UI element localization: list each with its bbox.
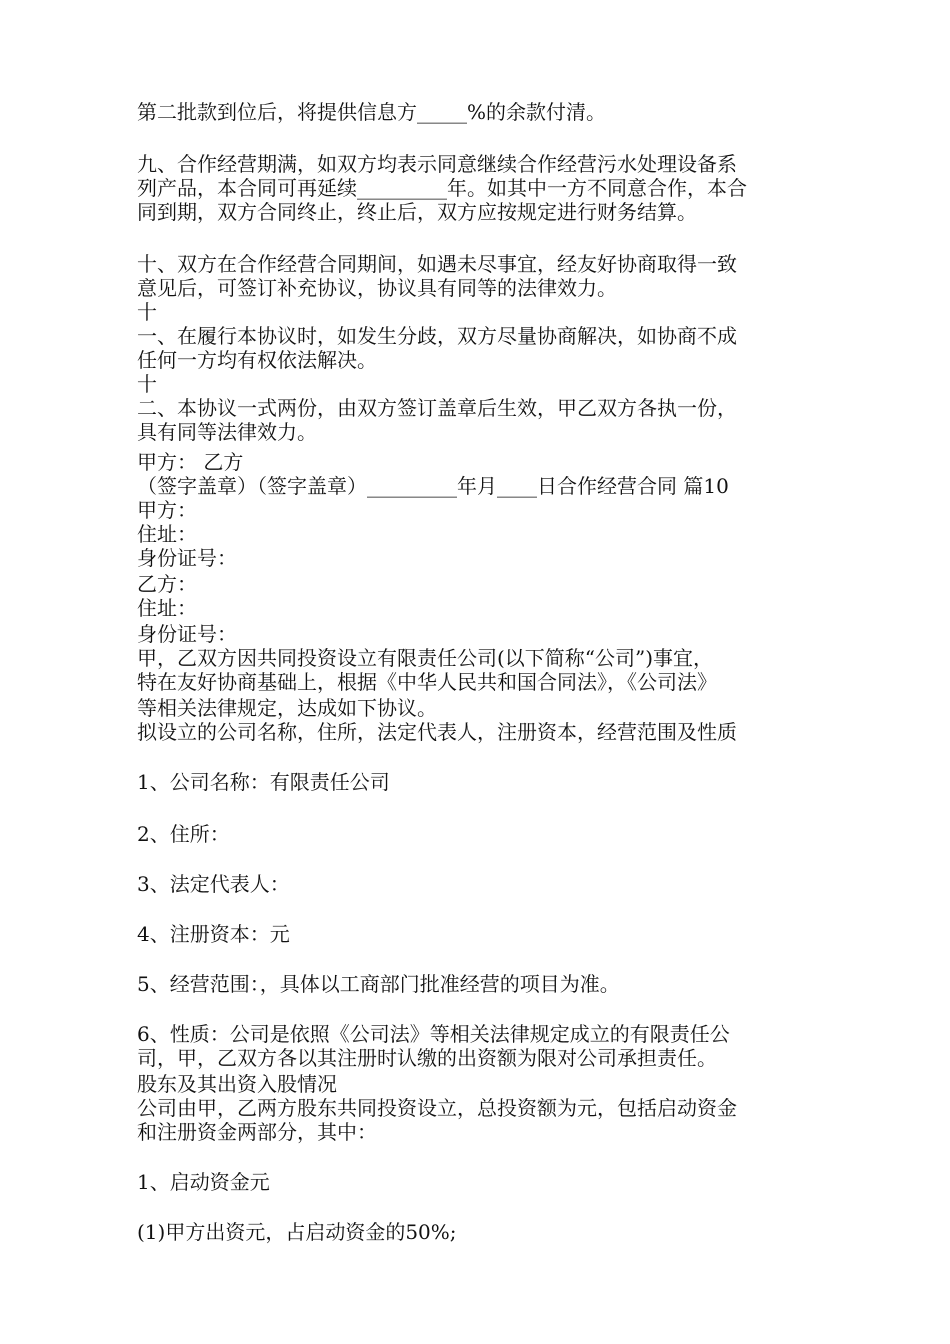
text-line: (1)甲方出资元，占启动资金的50%; [137,1220,457,1244]
text-line: 十 [137,300,157,324]
text-line: 2、住所： [137,822,230,846]
text-line: 甲方： [137,498,197,522]
text-line: 1、启动资金元 [137,1170,270,1194]
text-line: 一、在履行本协议时，如发生分歧，双方尽量协商解决，如协商不成 [137,324,737,348]
text-line: 4、注册资本：元 [137,922,290,946]
text-line: 股东及其出资入股情况 [137,1072,337,1096]
text-line: 司，甲，乙双方各以其注册时认缴的出资额为限对公司承担责任。 [137,1046,717,1070]
text-line: 6、性质：公司是依照《公司法》等相关法律规定成立的有限责任公 [137,1022,730,1046]
text-line: 3、法定代表人： [137,872,290,896]
text-line: 和注册资金两部分，其中： [137,1120,377,1144]
text-line: 第二批款到位后，将提供信息方_____%的余款付清。 [137,100,607,124]
text-line: 十、双方在合作经营合同期间，如遇未尽事宜，经友好协商取得一致 [137,252,737,276]
text-line: 住址： [137,522,197,546]
text-line: 具有同等法律效力。 [137,420,317,444]
text-line: 特在友好协商基础上，根据《中华人民共和国合同法》，《公司法》 [137,670,717,694]
text-line: 拟设立的公司名称，住所，法定代表人，注册资本，经营范围及性质 [137,720,737,744]
text-line: 意见后，可签订补充协议，协议具有同等的法律效力。 [137,276,617,300]
text-line: 身份证号： [137,546,237,570]
text-line: 5、经营范围：，具体以工商部门批准经营的项目为准。 [137,972,620,996]
text-line: 等相关法律规定，达成如下协议。 [137,696,437,720]
text-line: 乙方： [137,572,197,596]
text-line: 任何一方均有权依法解决。 [137,348,377,372]
text-line: 甲方： 乙方 [137,450,244,474]
text-line: 十 [137,372,157,396]
text-line: 身份证号： [137,622,237,646]
text-line: 二、本协议一式两份，由双方签订盖章后生效，甲乙双方各执一份， [137,396,737,420]
text-line: （签字盖章）（签字盖章）_________年月____日合作经营合同 篇10 [137,474,729,498]
text-line: 同到期，双方合同终止，终止后，双方应按规定进行财务结算。 [137,200,697,224]
text-line: 住址： [137,596,197,620]
text-line: 九、合作经营期满，如双方均表示同意继续合作经营污水处理设备系 [137,152,737,176]
text-line: 公司由甲，乙两方股东共同投资设立，总投资额为元，包括启动资金 [137,1096,737,1120]
text-line: 甲，乙双方因共同投资设立有限责任公司(以下简称“公司”)事宜， [137,646,714,670]
text-line: 列产品，本合同可再延续_________年。如其中一方不同意合作，本合 [137,176,747,200]
text-line: 1、公司名称：有限责任公司 [137,770,390,794]
